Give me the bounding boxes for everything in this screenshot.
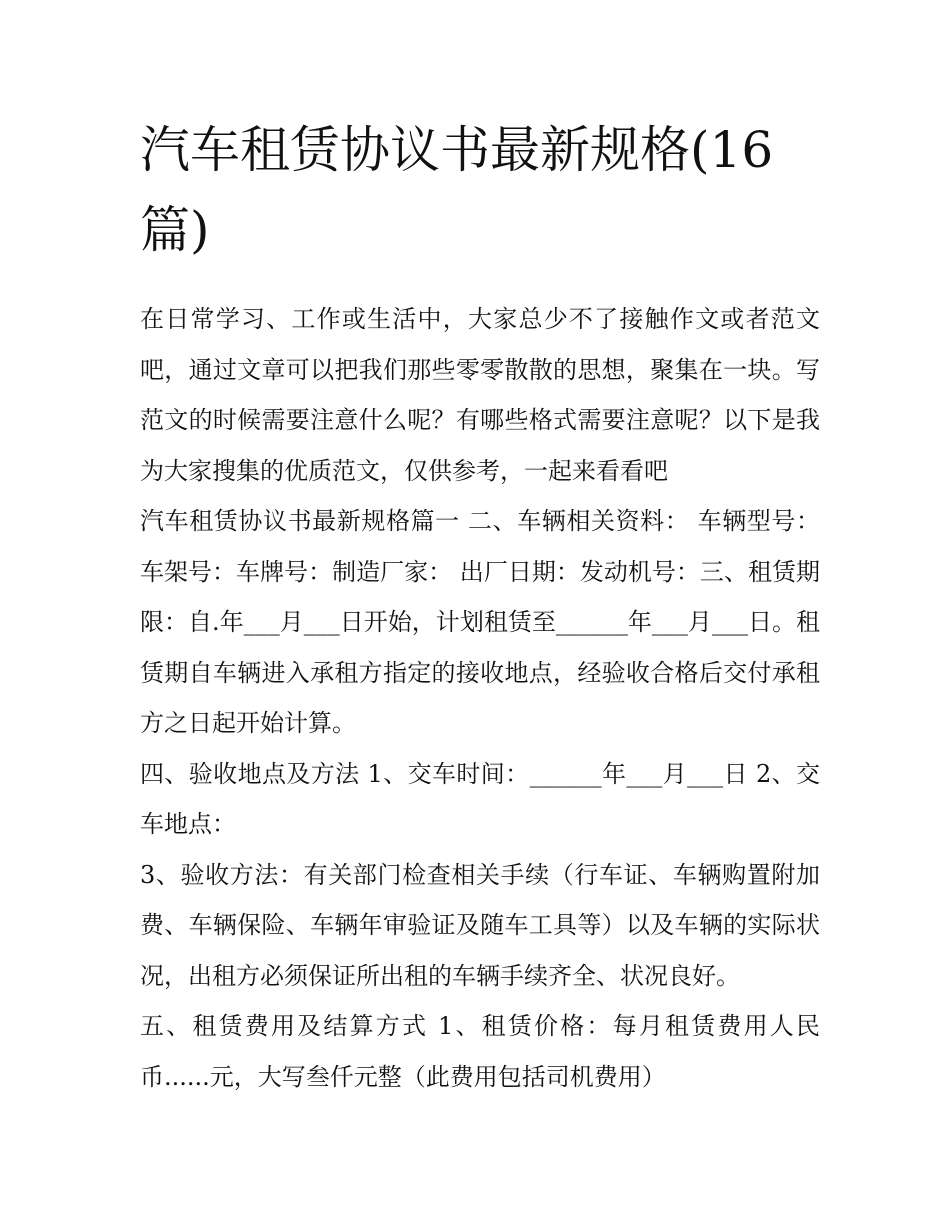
document-title: 汽车租赁协议书最新规格(16篇) [140,121,774,259]
section-one-paragraph: 汽车租赁协议书最新规格篇一 二、车辆相关资料： 车辆型号：车架号：车牌号：制造厂家： 出厂日期：发动机号：三、租赁期限：自.年___月___日开始，计划租赁至______年___月___日。租赁期自车辆进入承租方指定的接收地点，经验收合格后交付承租方之日起开始计算。 [140,507,820,737]
document-page [140,110,820,1102]
document-body [140,294,820,1102]
acceptance-method-paragraph: 3、验收方法：有关部门检查相关手续（行车证、车辆购置附加费、车辆保险、车辆年审验证及随车工具等）以及车辆的实际状况，出租方必须保证所出租的车辆手续齐全、状况良好。 [140,860,820,990]
intro-paragraph: 在日常学习、工作或生活中，大家总少不了接触作文或者范文吧，通过文章可以把我们那些零零散散的思想，聚集在一块。写范文的时候需要注意什么呢？有哪些格式需要注意呢？以下是我为大家搜集的优质范文，仅供参考，一起来看看吧 [140,305,820,485]
acceptance-location-paragraph: 四、验收地点及方法 1、交车时间：______年___月___日 2、交车地点： [140,759,820,838]
rental-fee-paragraph: 五、租赁费用及结算方式 1、租赁价格：每月租赁费用人民币......元，大写叁仟元整（此费用包括司机费用） [140,1012,820,1091]
